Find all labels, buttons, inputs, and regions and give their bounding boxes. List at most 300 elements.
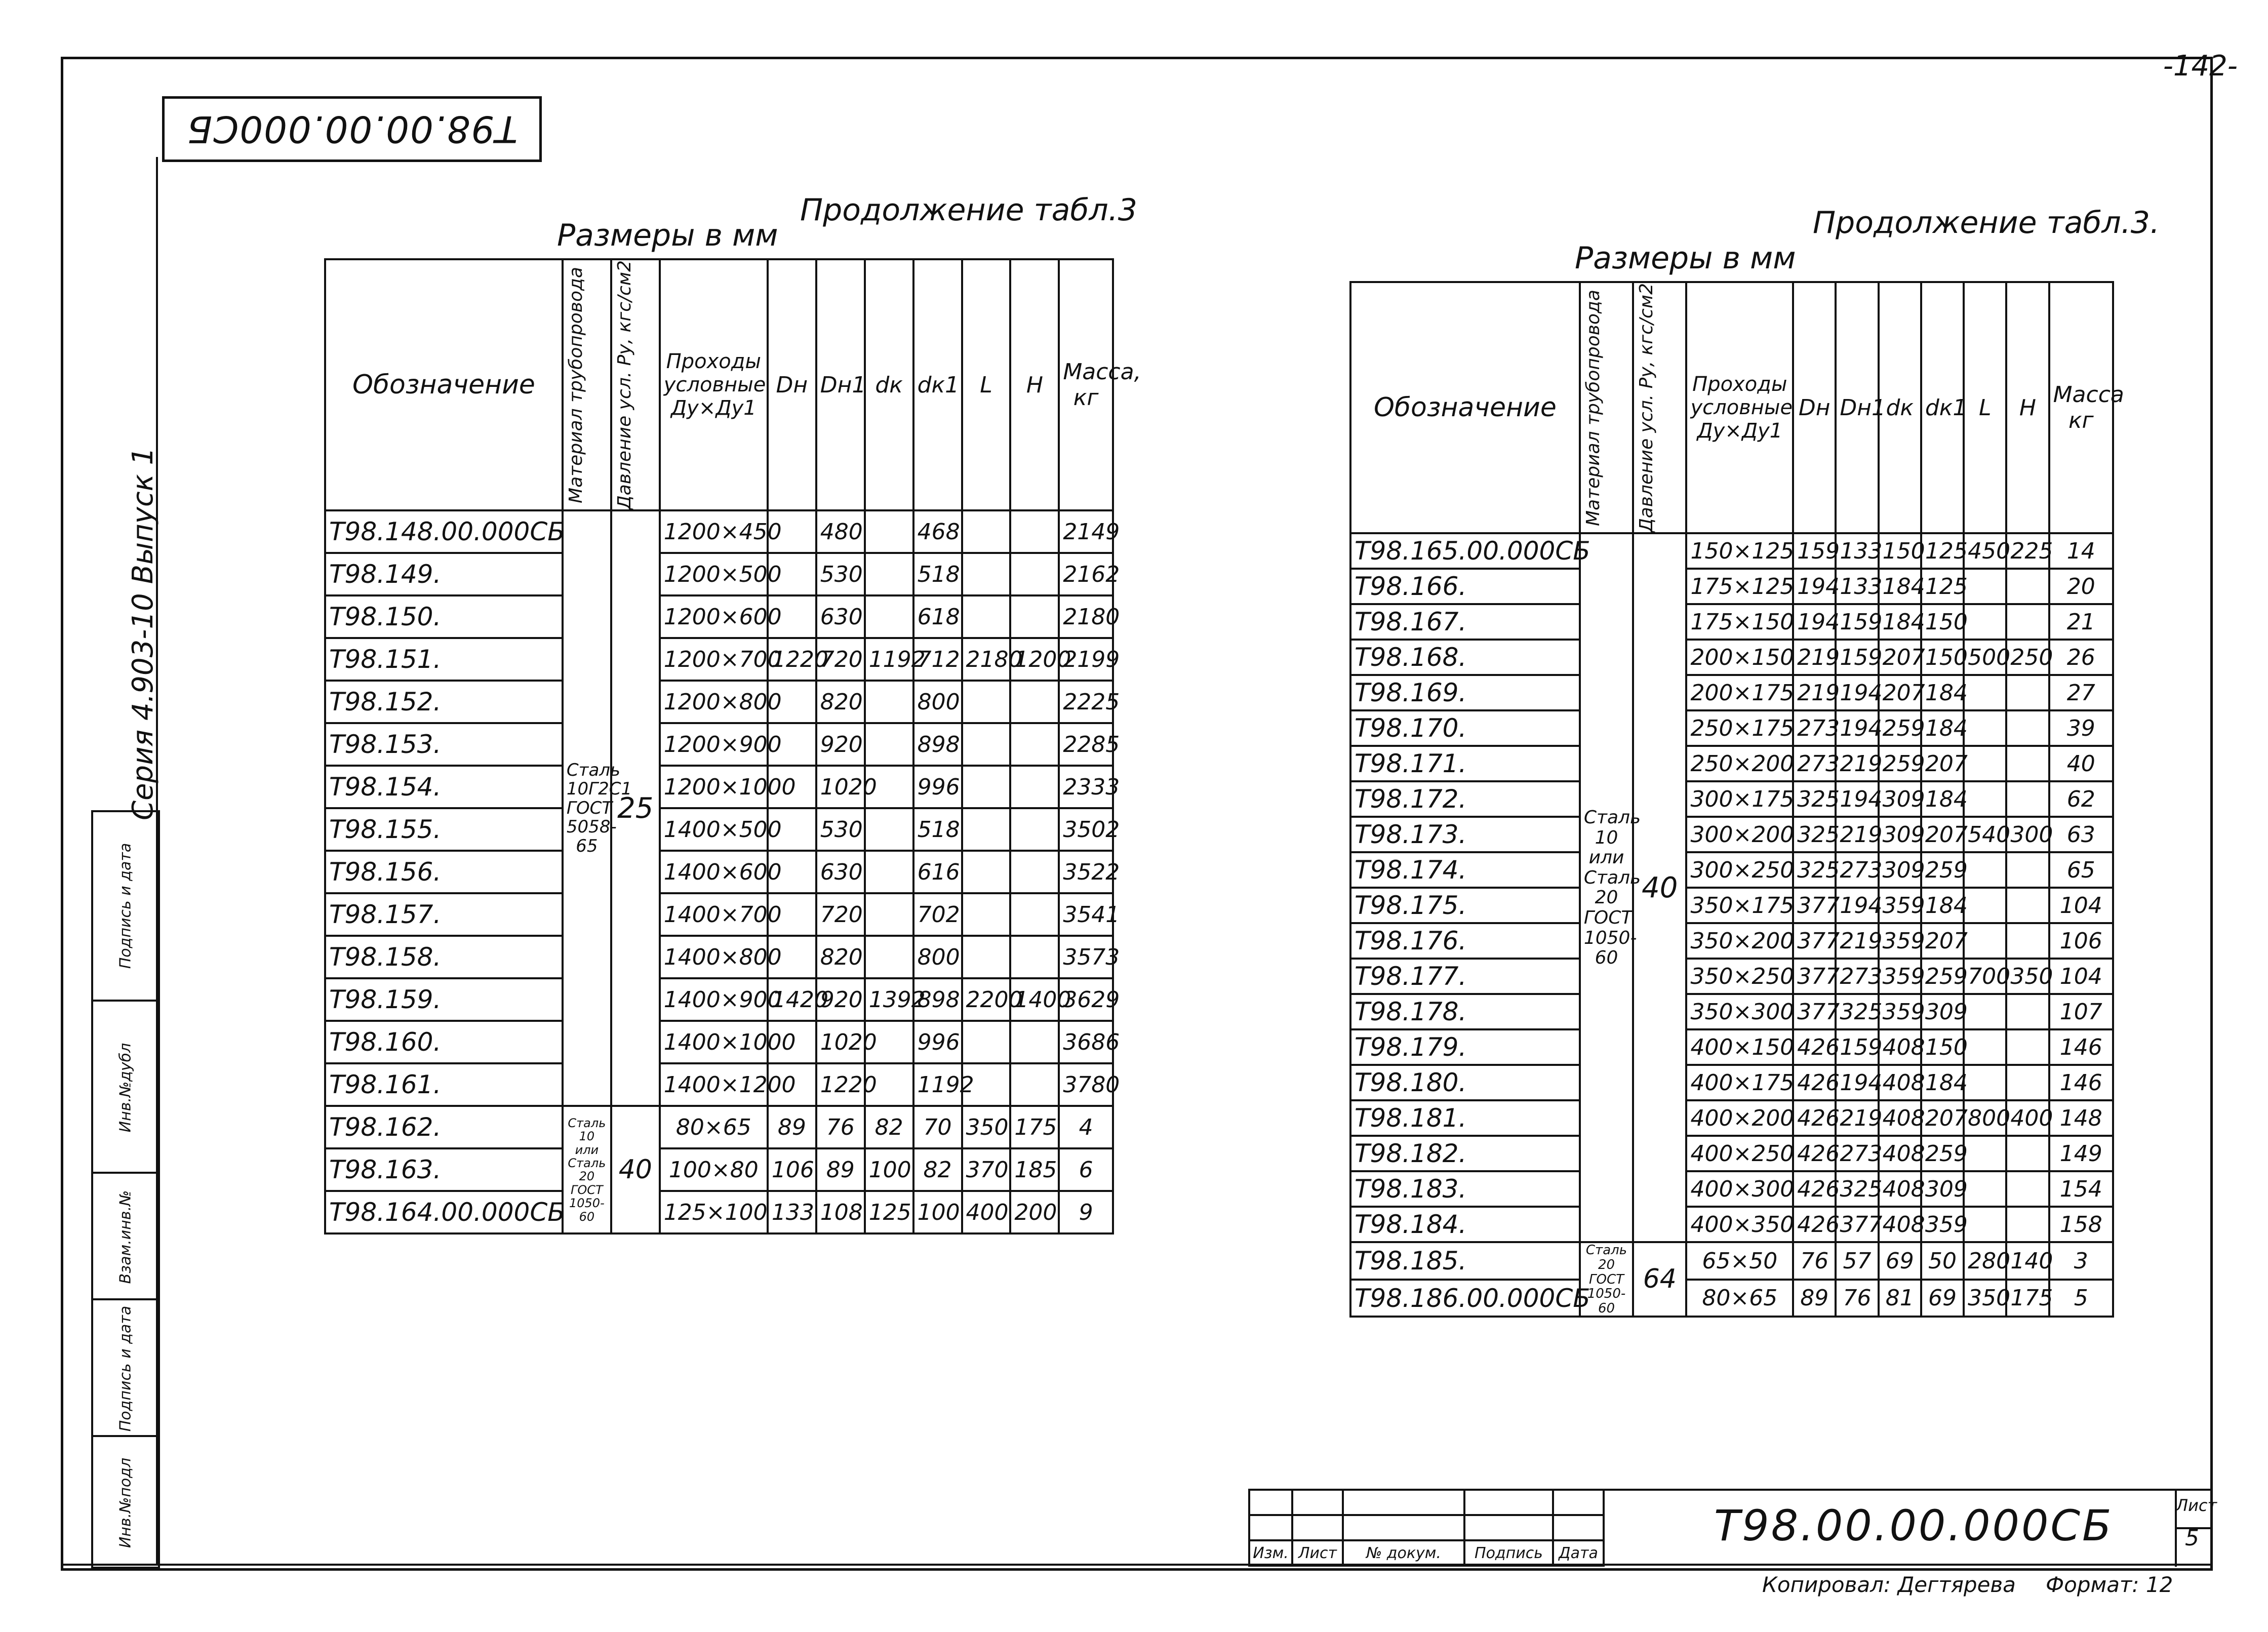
cell-dh1: 720 [816,893,865,936]
tb-label-date: Дата [1553,1540,1604,1566]
cell-dk1: 898 [913,723,962,766]
cell-l [962,851,1011,893]
cell-d: Т98.184. [1350,1207,1580,1242]
cell-h [1010,1063,1059,1106]
cell-dh1: 1020 [816,1021,865,1063]
cell-l [962,553,1011,595]
cell-d: Т98.174. [1350,852,1580,888]
cell-m: 39 [2049,710,2113,746]
cell-l: 450 [1964,533,2006,569]
cell-d: Т98.156. [325,851,563,893]
cell-m: 20 [2049,569,2113,604]
cell-m: 146 [2049,1029,2113,1065]
cell-dk: 359 [1879,923,1921,959]
cell-dk [865,595,913,638]
cell-h [1010,681,1059,723]
table-row [1350,959,2113,994]
cell-h [2006,710,2049,746]
cell-dk: 408 [1879,1207,1921,1242]
cell-d: Т98.158. [325,936,563,978]
table-row [1350,1207,2113,1242]
sheet-label: Лист [2176,1496,2217,1515]
cell-m: 5 [2049,1280,2113,1317]
cell-dk1: 259 [1921,852,1964,888]
table-row [325,1148,1113,1191]
cell-l [1964,569,2006,604]
cell-h [2006,994,2049,1029]
cell-dh1: 530 [816,808,865,851]
cell-d: Т98.149. [325,553,563,595]
cell-dk: 259 [1879,746,1921,781]
cell-dk: 100 [865,1148,913,1191]
cell-p: 250×175 [1686,710,1793,746]
cell-dk: 82 [865,1106,913,1148]
cell-h [2006,1207,2049,1242]
cell-l: 400 [962,1191,1011,1233]
table-row [1350,1029,2113,1065]
cell-dh1: 377 [1836,1207,1878,1242]
table-row [1350,710,2113,746]
cell-dh1: 920 [816,978,865,1021]
cell-p: 80×65 [1686,1280,1793,1317]
cell-p: 400×200 [1686,1100,1793,1136]
cell-h [2006,1029,2049,1065]
col-h: H [2006,282,2049,533]
cell-dk: 359 [1879,959,1921,994]
cell-p: 350×200 [1686,923,1793,959]
cell-d: Т98.177. [1350,959,1580,994]
cell-l: 2180 [962,638,1011,681]
cell-dh1: 133 [1836,569,1878,604]
left-continuation-heading: Продолжение табл.3 [800,192,1137,228]
cell-m: 148 [2049,1100,2113,1136]
pressure-group-1: 40 [1633,533,1686,1242]
cell-dk1: 309 [1921,994,1964,1029]
cell-dk: 207 [1879,640,1921,675]
cell-dn: 377 [1793,994,1836,1029]
cell-h [2006,569,2049,604]
cell-p: 1400×1200 [660,1063,768,1106]
cell-h: 175 [1010,1106,1059,1148]
cell-m: 9 [1059,1191,1113,1233]
cell-dk1: 468 [913,510,962,553]
cell-d: Т98.176. [1350,923,1580,959]
cell-l: 350 [962,1106,1011,1148]
cell-dk [865,510,913,553]
cell-dk: 69 [1879,1242,1921,1279]
cell-d: Т98.159. [325,978,563,1021]
cell-l [1964,1136,2006,1171]
table-row [1350,781,2113,817]
table-row [1350,817,2113,852]
cell-dh1: 325 [1836,994,1878,1029]
cell-dh1: 820 [816,681,865,723]
cell-p: 1200×700 [660,638,768,681]
cell-m: 3541 [1059,893,1113,936]
cell-dh1: 194 [1836,675,1878,710]
format-label: Формат: 12 [2046,1572,2173,1597]
cell-h [2006,852,2049,888]
cell-dk: 1192 [865,638,913,681]
cell-d: Т98.170. [1350,710,1580,746]
table-row [325,936,1113,978]
table-row [325,1021,1113,1063]
title-block-code: Т98.00.00.000СБ [1714,1501,2114,1550]
cell-p: 175×125 [1686,569,1793,604]
table-row [1350,888,2113,923]
title-block-left [1248,1489,1605,1567]
cell-dh1: 108 [816,1191,865,1233]
table-row [325,723,1113,766]
col-material: Материал трубопровода [1580,282,1633,533]
cell-p: 400×350 [1686,1207,1793,1242]
cell-p: 200×150 [1686,640,1793,675]
cell-m: 62 [2049,781,2113,817]
table-row [1350,640,2113,675]
stamp-code: Т98.00.00.000СБ [186,108,518,150]
cell-m: 65 [2049,852,2113,888]
cell-dk [865,851,913,893]
cell-h [1010,595,1059,638]
table-row [325,1106,1113,1148]
cell-dn: 273 [1793,746,1836,781]
cell-l [1964,710,2006,746]
col-dk1: dк1 [1921,282,1964,533]
cell-dh1: 76 [816,1106,865,1148]
cell-p: 100×80 [660,1148,768,1191]
cell-m: 3780 [1059,1063,1113,1106]
cell-dk1: 518 [913,808,962,851]
cell-dh1: 194 [1836,710,1878,746]
col-dk: dк [865,259,913,510]
table-row [1350,1242,2113,1279]
cell-dh1: 159 [1836,640,1878,675]
cell-h [1010,851,1059,893]
cell-m: 149 [2049,1136,2113,1171]
cell-m: 154 [2049,1171,2113,1207]
cell-dk1: 82 [913,1148,962,1191]
cell-dk1: 50 [1921,1242,1964,1279]
cell-dk1: 996 [913,766,962,808]
cell-d: Т98.172. [1350,781,1580,817]
cell-dk1: 207 [1921,746,1964,781]
cell-l: 350 [1964,1280,2006,1317]
cell-l [962,510,1011,553]
cell-dh1: 1220 [816,1063,865,1106]
cell-dn: 194 [1793,569,1836,604]
cell-dk: 408 [1879,1029,1921,1065]
cell-d: Т98.180. [1350,1065,1580,1100]
cell-l: 370 [962,1148,1011,1191]
table-row [1350,852,2113,888]
cell-dh1: 480 [816,510,865,553]
col-h: H [1010,259,1059,510]
table-row [325,1191,1113,1233]
sheet-cell [2175,1489,2217,1567]
table-row [1350,533,2113,569]
cell-h: 350 [2006,959,2049,994]
cell-dk: 408 [1879,1065,1921,1100]
cell-h [2006,1136,2049,1171]
cell-d: Т98.160. [325,1021,563,1063]
pressure-group-2: 64 [1633,1242,1686,1317]
table-row [1350,604,2113,640]
cell-dn: 219 [1793,675,1836,710]
cell-d: Т98.152. [325,681,563,723]
cell-h [1010,723,1059,766]
cell-d: Т98.185. [1350,1242,1580,1279]
cell-h [2006,888,2049,923]
cell-m: 3 [2049,1242,2113,1279]
cell-p: 350×250 [1686,959,1793,994]
cell-p: 175×150 [1686,604,1793,640]
col-dn1: Dн1 [1836,282,1878,533]
table-row [1350,746,2113,781]
cell-l [962,595,1011,638]
cell-l [962,766,1011,808]
cell-m: 3686 [1059,1021,1113,1063]
cell-d: Т98.157. [325,893,563,936]
cell-p: 1200×1000 [660,766,768,808]
cell-dk1: 125 [1921,533,1964,569]
cell-p: 300×200 [1686,817,1793,852]
cell-dk: 207 [1879,675,1921,710]
cell-l [1964,604,2006,640]
cell-m: 27 [2049,675,2113,710]
table-row [325,1063,1113,1106]
cell-d: Т98.150. [325,595,563,638]
cell-d: Т98.165.00.000СБ [1350,533,1580,569]
cell-d: Т98.175. [1350,888,1580,923]
cell-m: 104 [2049,888,2113,923]
table-row [1350,1280,2113,1317]
cell-h: 1200 [1010,638,1059,681]
cell-h: 140 [2006,1242,2049,1279]
cell-l [1964,888,2006,923]
cell-m: 3522 [1059,851,1113,893]
cell-dk1: 184 [1921,675,1964,710]
cell-h: 250 [2006,640,2049,675]
cell-d: Т98.153. [325,723,563,766]
cell-dk1: 1192 [913,1063,962,1106]
cell-h [2006,781,2049,817]
cell-l [1964,1207,2006,1242]
left-sizes-note: Размеры в мм [557,218,778,253]
cell-m: 158 [2049,1207,2113,1242]
cell-h: 1400 [1010,978,1059,1021]
cell-dk: 184 [1879,604,1921,640]
cell-m: 26 [2049,640,2113,675]
cell-dk: 309 [1879,817,1921,852]
cell-dk1: 69 [1921,1280,1964,1317]
col-dn: Dн [768,259,816,510]
right-continuation-heading: Продолжение табл.3. [1813,205,2160,241]
cell-l [962,681,1011,723]
cell-h: 225 [2006,533,2049,569]
cell-h [2006,675,2049,710]
cell-d: Т98.161. [325,1063,563,1106]
cell-dk1: 150 [1921,640,1964,675]
cell-m: 3573 [1059,936,1113,978]
cell-dk1: 712 [913,638,962,681]
cell-l: 800 [1964,1100,2006,1136]
cell-h [2006,746,2049,781]
cell-d: Т98.155. [325,808,563,851]
cell-dk [865,808,913,851]
cell-dn: 273 [1793,710,1836,746]
cell-m: 146 [2049,1065,2113,1100]
cell-h: 200 [1010,1191,1059,1233]
table-row [325,893,1113,936]
cell-m: 3629 [1059,978,1113,1021]
cell-l [1964,1029,2006,1065]
table-row [1350,994,2113,1029]
cell-p: 1200×600 [660,595,768,638]
signature-strip [91,810,160,1569]
cell-dk: 408 [1879,1171,1921,1207]
cell-l [962,723,1011,766]
cell-dn: 1420 [768,978,816,1021]
cell-dh1: 159 [1836,1029,1878,1065]
sheet-number: 5 [2185,1525,2199,1551]
cell-h [1010,1021,1059,1063]
table-row [325,638,1113,681]
table-row [1350,1100,2113,1136]
cell-dh1: 57 [1836,1242,1878,1279]
pressure-group-2: 40 [611,1106,660,1233]
cell-l [1964,994,2006,1029]
cell-dk: 359 [1879,888,1921,923]
series-label: Серия 4.903-10 Выпуск 1 [127,447,160,820]
cell-dh1: 1020 [816,766,865,808]
cell-dh1: 219 [1836,746,1878,781]
cell-p: 400×150 [1686,1029,1793,1065]
pressure-group-1: 25 [611,510,660,1106]
cell-h [1010,766,1059,808]
cell-dh1: 76 [1836,1280,1878,1317]
cell-dk [865,936,913,978]
col-pressure: Давление усл. Ру, кгс/см2 [1633,282,1686,533]
cell-p: 125×100 [660,1191,768,1233]
col-dn: Dн [1793,282,1836,533]
material-group-1: Сталь 10Г2С1 ГОСТ 5058-65 [563,510,611,1106]
cell-dn: 426 [1793,1207,1836,1242]
table-row [1350,1171,2113,1207]
cell-m: 14 [2049,533,2113,569]
cell-l: 700 [1964,959,2006,994]
col-dn1: Dн1 [816,259,865,510]
cell-p: 400×175 [1686,1065,1793,1100]
cell-dk: 184 [1879,569,1921,604]
cell-dn: 89 [768,1106,816,1148]
cell-dn: 106 [768,1148,816,1191]
cell-dh1: 133 [1836,533,1878,569]
col-l: L [1964,282,2006,533]
col-dk1: dк1 [913,259,962,510]
cell-dn: 194 [1793,604,1836,640]
cell-h: 185 [1010,1148,1059,1191]
cell-p: 400×250 [1686,1136,1793,1171]
cell-d: Т98.169. [1350,675,1580,710]
cell-dn: 159 [1793,533,1836,569]
cell-l: 500 [1964,640,2006,675]
cell-dh1: 89 [816,1148,865,1191]
cell-p: 200×175 [1686,675,1793,710]
cell-p: 1400×800 [660,936,768,978]
cell-dh1: 630 [816,851,865,893]
cell-h [1010,893,1059,936]
cell-dh1: 530 [816,553,865,595]
cell-h [2006,923,2049,959]
cell-p: 65×50 [1686,1242,1793,1279]
table-row [325,681,1113,723]
cell-m: 2199 [1059,638,1113,681]
table-row [325,978,1113,1021]
cell-d: Т98.168. [1350,640,1580,675]
cell-dh1: 820 [816,936,865,978]
col-dk: dк [1879,282,1921,533]
cell-m: 2333 [1059,766,1113,808]
col-l: L [962,259,1011,510]
cell-dk: 408 [1879,1100,1921,1136]
cell-p: 1200×450 [660,510,768,553]
cell-p: 1200×900 [660,723,768,766]
cell-dn: 325 [1793,781,1836,817]
cell-dk [865,681,913,723]
cell-p: 400×300 [1686,1171,1793,1207]
cell-dk [865,723,913,766]
table-row [1350,1136,2113,1171]
cell-dk: 309 [1879,781,1921,817]
cell-d: Т98.182. [1350,1136,1580,1171]
cell-dk [865,553,913,595]
cell-dn: 76 [1793,1242,1836,1279]
strip-cell-sign-date-2: Подпись и дата [116,843,135,969]
material-group-2: Сталь 20 ГОСТ 1050-60 [1580,1242,1633,1317]
cell-m: 63 [2049,817,2113,852]
table-row [1350,675,2113,710]
col-mass: Масса, кг [1059,259,1113,510]
cell-m: 4 [1059,1106,1113,1148]
cell-dn: 377 [1793,923,1836,959]
cell-dn: 1220 [768,638,816,681]
cell-dk1: 800 [913,936,962,978]
table-row [1350,923,2113,959]
cell-dn: 426 [1793,1100,1836,1136]
col-mass: Масса кг [2049,282,2113,533]
cell-d: Т98.164.00.000СБ [325,1191,563,1233]
cell-d: Т98.173. [1350,817,1580,852]
title-block-code-box [1603,1489,2177,1567]
cell-p: 350×300 [1686,994,1793,1029]
cell-l [962,808,1011,851]
col-designation: Обозначение [1350,282,1580,533]
cell-p: 300×175 [1686,781,1793,817]
cell-dk: 150 [1879,533,1921,569]
cell-p: 350×175 [1686,888,1793,923]
table-row [1350,1065,2113,1100]
table-row [325,808,1113,851]
cell-dh1: 219 [1836,1100,1878,1136]
cell-m: 2285 [1059,723,1113,766]
col-passages: Проходы условные Ду×Ду1 [660,259,768,510]
strip-cell-inv-dubl: Инв.№дубл [93,1000,158,1174]
cell-p: 250×200 [1686,746,1793,781]
cell-dh1: 630 [816,595,865,638]
cell-h: 400 [2006,1100,2049,1136]
cell-dn: 133 [768,1191,816,1233]
right-spec-table [1349,281,2124,1318]
